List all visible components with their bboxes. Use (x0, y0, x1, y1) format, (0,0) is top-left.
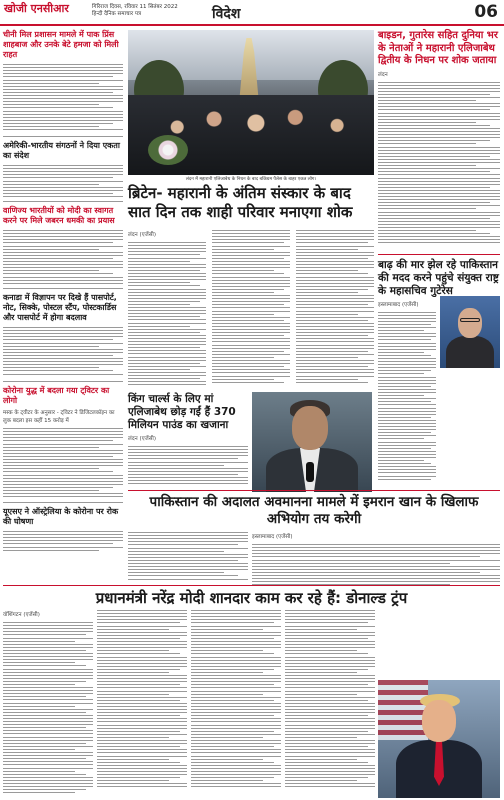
story-headline: यूएसए ने ऑस्ट्रेलिया के कोरोना पर रोक की घोषणा (3, 507, 119, 526)
story-column (128, 240, 206, 390)
left-column (3, 30, 123, 553)
imran-khan-photo (252, 392, 372, 492)
story-column (296, 228, 374, 386)
story-body (3, 228, 123, 284)
story-body (3, 426, 123, 498)
divider (3, 502, 123, 503)
story-headline: बाढ़ की मार झेल रहे पाकिस्तान की मदद करने पहुंचे संयुक्त राष्ट्र के महासचिव गुटेरेस (378, 258, 499, 297)
brand-block (4, 3, 69, 14)
story-body (3, 325, 123, 377)
donald-trump-photo (378, 680, 500, 798)
un-secretary-general-photo (440, 296, 500, 368)
story-headline: बाइडन, गुतारेस सहित दुनिया भर के नेताओं ने महारानी एलिजाबेथ द्वितीय के निधन पर शोक जताया (378, 30, 498, 66)
story-body (378, 80, 500, 250)
story-headline: अमेरिकी-भारतीय संगठनों ने दिया एकता का संदेश (3, 141, 120, 160)
pakistan-court-story (252, 530, 500, 586)
trump-headline: प्रधानमंत्री नरेंद्र मोदी शानदार काम कर रहे हैं: डोनाल्ड ट्रंप (3, 585, 500, 608)
story-column (191, 608, 281, 796)
page-number: 06 (474, 2, 498, 22)
divider (378, 254, 500, 255)
story-headline: चीनी मिल प्रशासन मामले में पाक प्रिंस शाहबाज और उनके बेटे हमजा को मिली राहत (3, 30, 119, 59)
story-body (3, 529, 123, 553)
story-dateline: लंदन (एजेंसी) (128, 436, 157, 442)
main-headline: ब्रिटेन- महारानी के अंतिम संस्कार के बाद सात दिन तक शाही परिवार मनाएगा शोक (128, 184, 353, 221)
story-subheadline: मस्क के ट्वीटर के अनुसार - ट्विटर ने डिजिटलकॉइन का लुक बदला इस कहीं 15 करोड़ में (3, 410, 115, 424)
photo-caption: लंदन में महारानी एलिजाबेथ के निधन के बाद बकिंघम पैलेस के बाहर एकत्र लोग। (185, 177, 317, 182)
microphone-icon (306, 462, 314, 482)
story-column (285, 608, 375, 796)
dateline-block (92, 4, 178, 18)
story-column (212, 228, 290, 386)
divider (3, 201, 123, 202)
story-column (97, 608, 187, 796)
story-body (3, 62, 123, 132)
divider (3, 136, 123, 137)
pakistan-court-headline: पाकिस्तान की अदालत अवमानना मामले में इमरान खान के खिलाफ अभियोग तय करेगी (128, 490, 500, 528)
section-title: विदेश (212, 6, 241, 22)
story-dateline: लंदन (एजेंसी) (128, 232, 157, 238)
story-body (3, 163, 123, 197)
divider (3, 288, 123, 289)
right-column (378, 30, 500, 490)
flowers-icon (148, 135, 188, 165)
pakistan-court-story-col1 (128, 530, 248, 582)
story-body (378, 310, 436, 490)
issue-date: गिरिराज दिवस, रविवार 11 सितंबर 2022 (92, 4, 178, 10)
story-headline: कोरोना युद्ध में बदला गया ट्विटर का लोगो (3, 386, 110, 405)
story-dateline: लंदन (378, 71, 388, 78)
story-body (128, 444, 248, 484)
masthead (0, 0, 504, 26)
story-dateline: वॉशिंगटन (एजेंसी) (3, 612, 40, 618)
story-body (252, 542, 500, 586)
story-dateline: इस्लामाबाद (एजेंसी) (252, 534, 293, 540)
divider (3, 381, 123, 382)
king-charles-story (128, 393, 248, 484)
story-headline: वाणिज्य भारतीयों को मोदी का स्वागत करने पर मिले जबरन धमकी का प्रयास (3, 206, 115, 225)
story-headline: कनाडा में विज्ञापन पर दिखे हैं पासपोर्ट, नोट, सिक्के, पोस्टल स्टैंप, पोस्टकार्डिस और पासपोर्ट में होगा बदलाव (3, 293, 117, 322)
newspaper-brand: खोजी एनसीआर (4, 2, 69, 15)
story-column (3, 620, 93, 800)
us-flag-icon (378, 680, 428, 740)
paper-tagline: हिन्दी दैनिक समाचार पत्र (92, 11, 142, 17)
story-dateline: इस्लामाबाद (एजेंसी) (378, 301, 419, 308)
story-headline: किंग चार्ल्स के लिए मां एलिजाबेथ छोड़ गईं हैं 370 मिलियन पाउंड का खजाना (128, 393, 236, 431)
glasses-icon (460, 318, 480, 322)
funeral-crowd-photo (128, 30, 374, 175)
